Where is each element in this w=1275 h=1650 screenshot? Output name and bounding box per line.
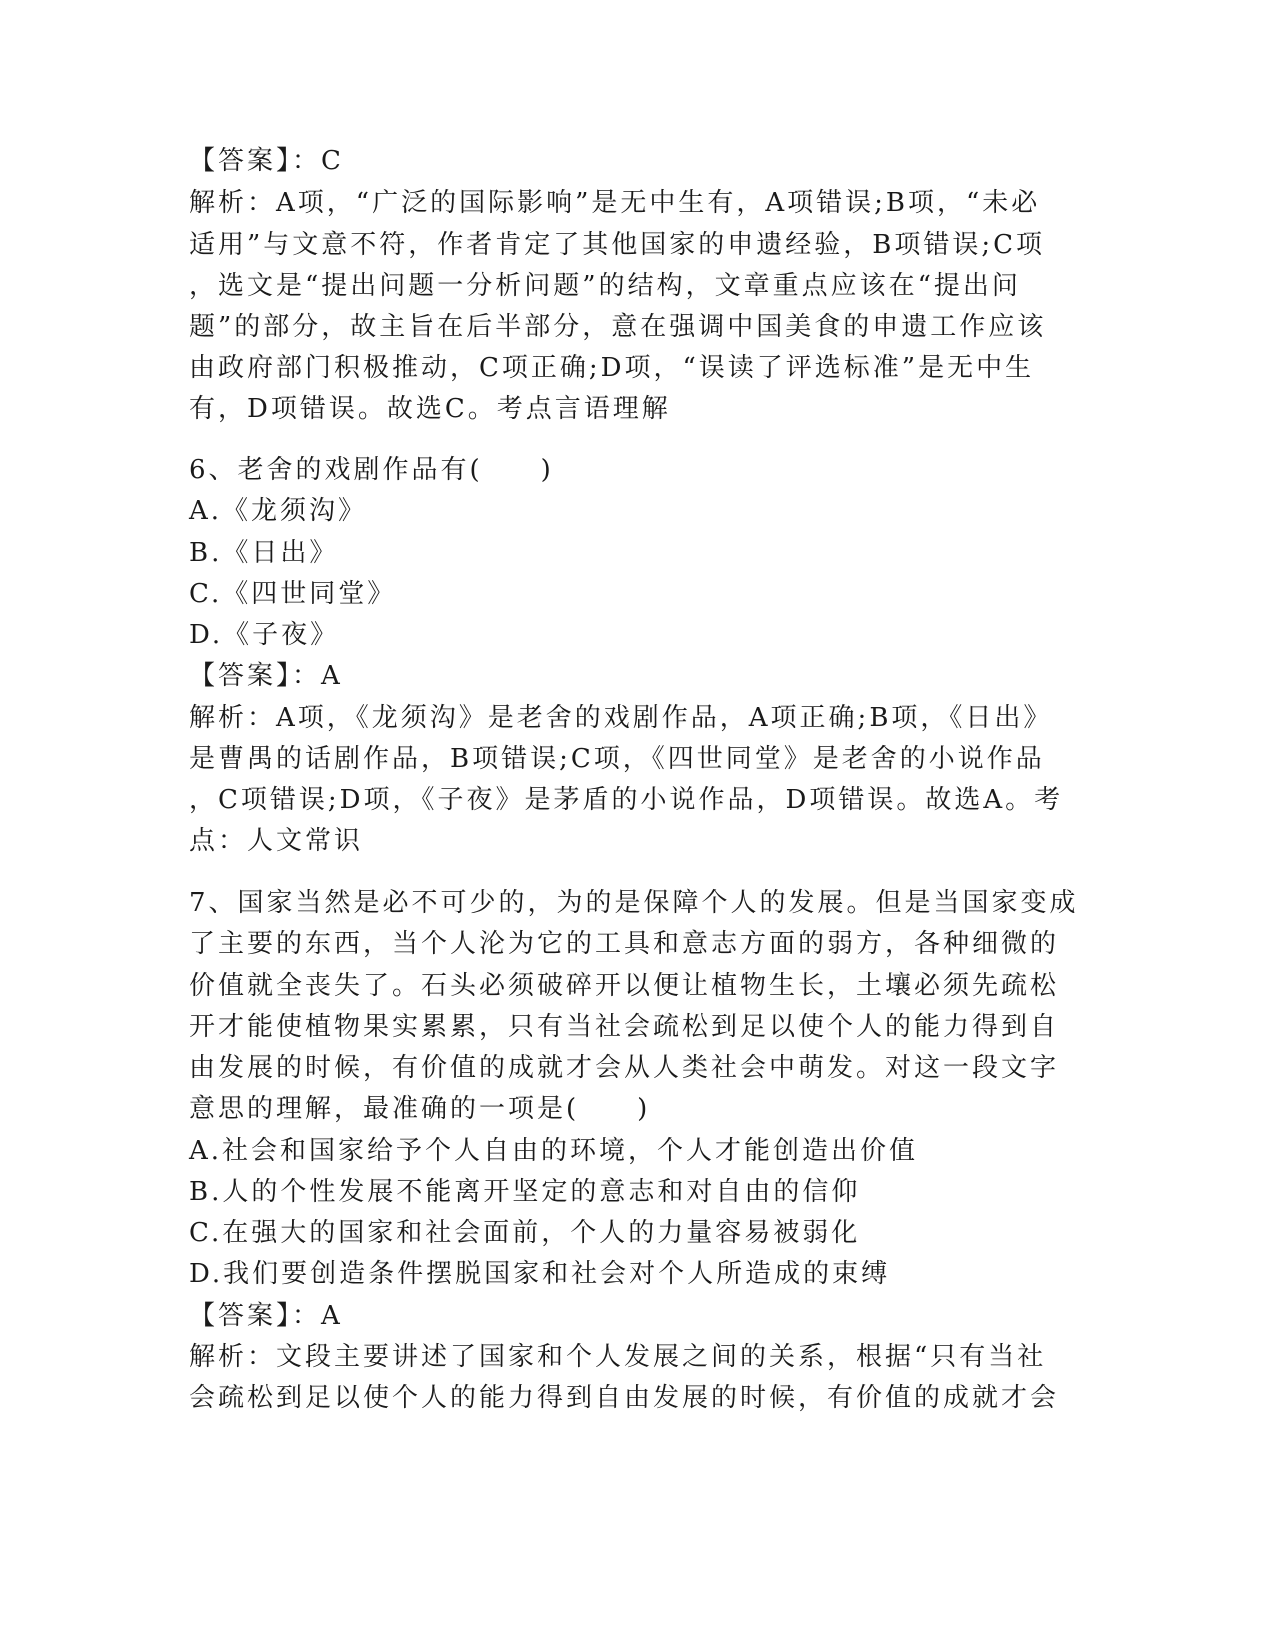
q7-option-d: D.我们要创造条件摆脱国家和社会对个人所造成的束缚 bbox=[189, 1259, 891, 1289]
q5-analysis-line-6: 有，D项错误。故选C。考点言语理解 bbox=[189, 394, 671, 424]
q6-option-a: A.《龙须沟》 bbox=[189, 496, 368, 526]
q5-analysis-line-3: ，选文是“提出问题一分析问题”的结构，文章重点应该在“提出问 bbox=[189, 271, 1021, 301]
q7-question-line-6: 意思的理解，最准确的一项是( ) bbox=[189, 1094, 651, 1124]
q6-analysis-line-1: 解析：A项，《龙须沟》是老舍的戏剧作品，A项正确;B项，《日出》 bbox=[189, 703, 1053, 733]
q5-analysis-line-4: 题”的部分，故主旨在后半部分，意在强调中国美食的申遗工作应该 bbox=[189, 312, 1047, 342]
q6-option-b: B.《日出》 bbox=[189, 538, 339, 568]
q5-analysis-line-5: 由政府部门积极推动，C项正确;D项，“误读了评选标准”是无中生 bbox=[189, 353, 1035, 383]
q7-question-line-3: 价值就全丧失了。石头必须破碎开以便让植物生长，土壤必须先疏松 bbox=[189, 971, 1060, 1001]
q5-analysis-line-1: 解析：A项，“广泛的国际影响”是无中生有，A项错误;B项，“未必 bbox=[189, 188, 1041, 218]
q7-option-a: A.社会和国家给予个人自由的环境，个人才能创造出价值 bbox=[189, 1136, 919, 1166]
q7-question-line-5: 由发展的时候，有价值的成就才会从人类社会中萌发。对这一段文字 bbox=[189, 1053, 1060, 1083]
q6-question: 6、老舍的戏剧作品有( ) bbox=[189, 455, 554, 485]
q6-option-c: C.《四世同堂》 bbox=[189, 579, 397, 609]
q7-question-line-4: 开才能使植物果实累累，只有当社会疏松到足以使个人的能力得到自 bbox=[189, 1012, 1060, 1042]
q7-answer: 【答案】：A bbox=[189, 1301, 343, 1331]
q7-option-c: C.在强大的国家和社会面前，个人的力量容易被弱化 bbox=[189, 1218, 861, 1248]
q5-analysis-line-2: 适用”与文意不符，作者肯定了其他国家的申遗经验，B项错误;C项 bbox=[189, 230, 1046, 260]
q7-option-b: B.人的个性发展不能离开坚定的意志和对自由的信仰 bbox=[189, 1177, 861, 1207]
q6-answer: 【答案】：A bbox=[189, 661, 343, 691]
q7-analysis-line-2: 会疏松到足以使个人的能力得到自由发展的时候，有价值的成就才会 bbox=[189, 1383, 1060, 1413]
q7-analysis-line-1: 解析：文段主要讲述了国家和个人发展之间的关系，根据“只有当社 bbox=[189, 1342, 1047, 1372]
q7-question-line-2: 了主要的东西，当个人沦为它的工具和意志方面的弱方，各种细微的 bbox=[189, 929, 1060, 959]
q6-analysis-line-4: 点：人文常识 bbox=[189, 826, 364, 856]
q6-option-d: D.《子夜》 bbox=[189, 620, 340, 650]
q5-answer: 【答案】：C bbox=[189, 146, 344, 176]
q7-question-line-1: 7、国家当然是必不可少的，为的是保障个人的发展。但是当国家变成 bbox=[189, 888, 1079, 918]
q6-analysis-line-2: 是曹禺的话剧作品，B项错误;C项，《四世同堂》是老舍的小说作品 bbox=[189, 744, 1045, 774]
q6-analysis-line-3: ，C项错误;D项，《子夜》是茅盾的小说作品，D项错误。故选A。考 bbox=[189, 785, 1064, 815]
